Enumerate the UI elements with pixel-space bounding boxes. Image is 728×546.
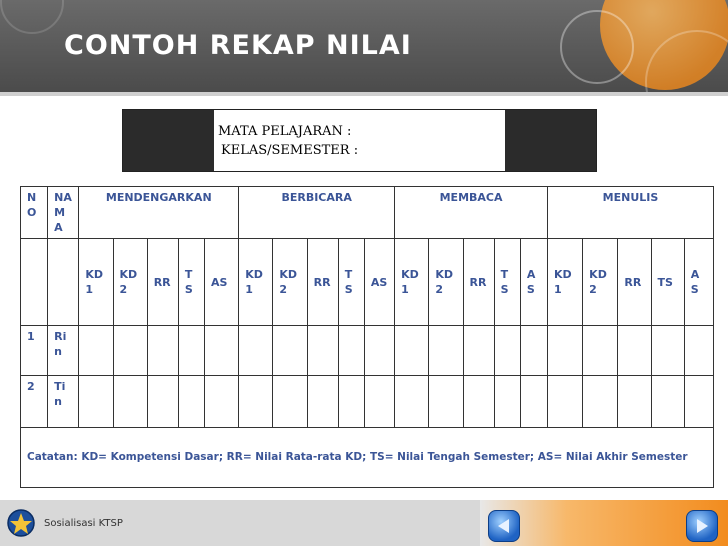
sub-header-cell: KD1 xyxy=(547,239,582,326)
sub-header-cell: AS xyxy=(364,239,394,326)
triangle-right-icon xyxy=(687,511,717,541)
group-header-mendengarkan: MENDENGARKAN xyxy=(79,187,239,239)
group-header-membaca: MEMBACA xyxy=(395,187,548,239)
row-name: Tin xyxy=(48,376,79,428)
sub-header-cell: KD2 xyxy=(273,239,307,326)
header-divider xyxy=(0,92,728,96)
empty-cell xyxy=(48,239,79,326)
sub-header-cell: KD1 xyxy=(79,239,113,326)
sub-header-cell: TS xyxy=(178,239,204,326)
decorative-circle xyxy=(0,0,64,34)
subject-info-box xyxy=(122,109,597,172)
group-header-menulis: MENULIS xyxy=(547,187,713,239)
footer-label: Sosialisasi KTSP xyxy=(44,518,123,529)
sub-header-cell: RR xyxy=(618,239,651,326)
grade-recap-table xyxy=(20,186,714,488)
empty-cell xyxy=(21,239,48,326)
sub-header-cell: KD2 xyxy=(429,239,463,326)
table-row xyxy=(21,376,714,428)
previous-slide-button[interactable] xyxy=(488,510,520,542)
sub-header-cell: KD2 xyxy=(113,239,147,326)
sub-header-cell: AS xyxy=(520,239,547,326)
sub-header-cell: KD1 xyxy=(239,239,273,326)
dark-block-right xyxy=(505,110,596,171)
row-number: 1 xyxy=(21,326,48,376)
group-header-berbicara: BERBICARA xyxy=(239,187,395,239)
no-header: NO xyxy=(21,187,48,239)
subject-label: MATA PELAJARAN : xyxy=(218,124,352,139)
sub-header-cell: KD1 xyxy=(395,239,429,326)
sub-header-cell: AS xyxy=(684,239,713,326)
sub-header-row xyxy=(21,239,714,326)
class-label: KELAS/SEMESTER : xyxy=(221,143,359,158)
table-row xyxy=(21,326,714,376)
sub-header-cell: RR xyxy=(147,239,178,326)
decorative-circle xyxy=(560,10,634,84)
sub-header-cell: TS xyxy=(338,239,364,326)
note-row xyxy=(21,428,714,488)
ministry-emblem-icon xyxy=(6,508,36,538)
next-slide-button[interactable] xyxy=(686,510,718,542)
row-number: 2 xyxy=(21,376,48,428)
dark-block-left xyxy=(123,110,214,171)
row-name: Rin xyxy=(48,326,79,376)
sub-header-cell: RR xyxy=(463,239,494,326)
table-note: Catatan: KD= Kompetensi Dasar; RR= Nilai Rata-rata KD; TS= Nilai Tengah Semester; AS= Nilai Akhir Semester xyxy=(21,428,714,488)
name-header: NAMA xyxy=(48,187,79,239)
group-header-row xyxy=(21,187,714,239)
sub-header-cell: RR xyxy=(307,239,338,326)
sub-header-cell: KD2 xyxy=(583,239,618,326)
slide-title: CONTOH REKAP NILAI xyxy=(64,30,412,61)
triangle-left-icon xyxy=(489,511,519,541)
sub-header-cell: TS xyxy=(651,239,684,326)
sub-header-cell: AS xyxy=(205,239,239,326)
sub-header-cell: TS xyxy=(494,239,520,326)
